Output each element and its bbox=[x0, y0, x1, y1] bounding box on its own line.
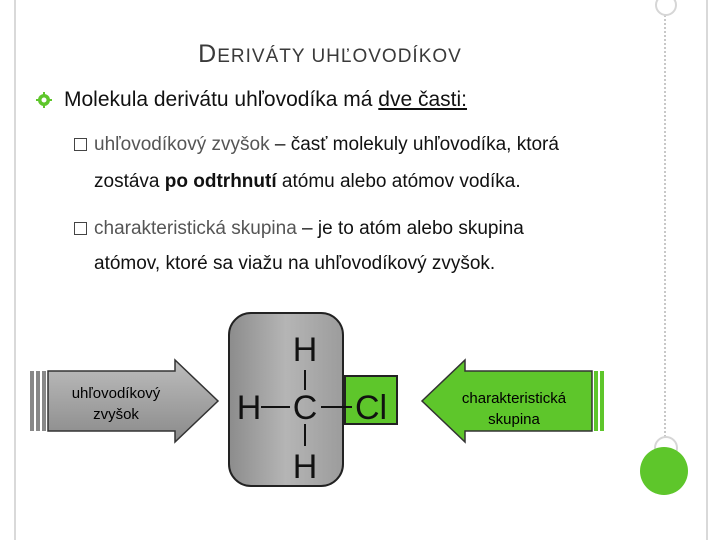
atom-c-center: C bbox=[292, 389, 318, 427]
right-arrow-label-2: skupina bbox=[488, 411, 540, 428]
title-first-letter: D bbox=[198, 40, 218, 68]
right-arrow-label-1: charakteristická bbox=[461, 390, 567, 407]
atom-h-left: H bbox=[236, 389, 262, 427]
sub2-rest-1: je to atóm alebo skupina bbox=[317, 218, 524, 239]
dash: – bbox=[269, 134, 291, 155]
main-bullet-text bbox=[64, 88, 467, 112]
atom-h-top: H bbox=[292, 331, 318, 369]
sub-bullet-2-line2: atómov, ktoré sa viažu na uhľovodíkový zvyšok. bbox=[94, 253, 496, 274]
bold-term: po odtrhnutí bbox=[164, 171, 277, 192]
main-bullet-text-a: Molekula derivátu uhľovodíka má bbox=[64, 88, 379, 111]
checkbox-bullet-icon bbox=[74, 138, 87, 151]
sub1-rest-2a: zostáva bbox=[94, 171, 165, 192]
atom-cl: Cl bbox=[354, 389, 388, 427]
title-rest-1: ERIVÁTY bbox=[217, 46, 312, 67]
sub-bullet-1-line1 bbox=[94, 124, 559, 166]
sub1-rest-2b: atómu alebo atómov vodíka. bbox=[276, 171, 521, 192]
left-arrow-label-2: zvyšok bbox=[93, 406, 139, 423]
left-arrow-label-1: uhľovodíkový bbox=[71, 385, 161, 402]
checkbox-bullet-icon bbox=[74, 222, 87, 235]
term-hydrocarbon-residue: uhľovodíkový zvyšok bbox=[94, 134, 270, 155]
atom-h-bottom: H bbox=[292, 448, 318, 486]
main-bullet-underlined: dve časti: bbox=[378, 88, 468, 111]
term-characteristic-group: charakteristická skupina bbox=[94, 218, 297, 239]
dash: – bbox=[296, 218, 318, 239]
deco-circle-top bbox=[655, 0, 677, 16]
slide-title bbox=[0, 40, 660, 69]
title-rest-2: UHĽOVODÍKOV bbox=[311, 46, 462, 67]
sub1-rest-1: časť molekuly uhľovodíka, ktorá bbox=[290, 134, 559, 155]
green-bullet-icon bbox=[36, 92, 52, 108]
molecule-diagram bbox=[0, 300, 720, 500]
sub-bullet-1-line2 bbox=[94, 161, 521, 203]
